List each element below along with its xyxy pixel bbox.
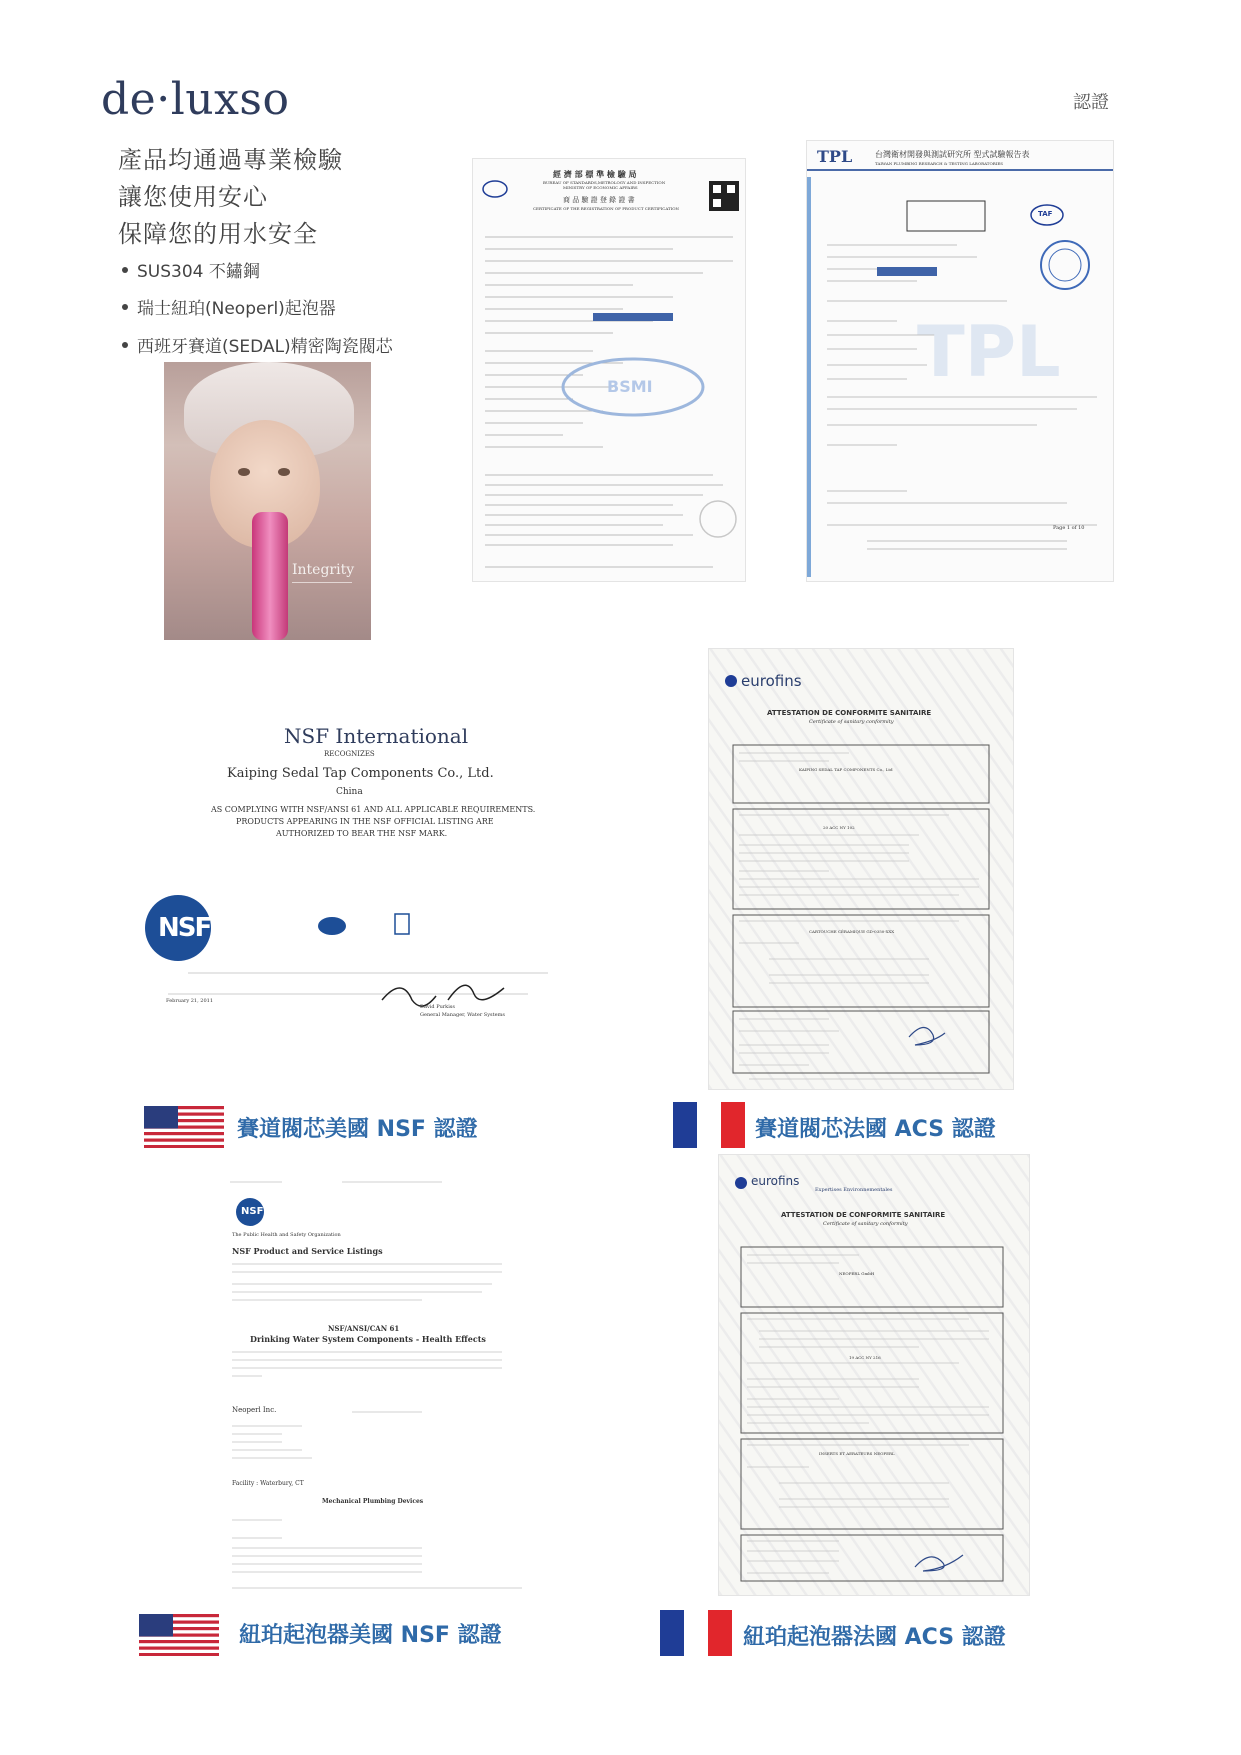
eye-icon [238, 468, 250, 476]
acs2-product: INSERTS ET AERATEURS NEOPERL [819, 1451, 895, 1456]
fr-flag-blue [660, 1610, 684, 1656]
feature-item [122, 332, 393, 357]
bsmi-subtitle: 商 品 驗 證 登 錄 證 書 [563, 196, 635, 204]
acs1-logo: eurofins [741, 672, 802, 690]
fr-flag-blue [673, 1102, 697, 1148]
bullet-icon [122, 267, 128, 273]
bsmi-title: 經 濟 部 標 準 檢 驗 局 [553, 169, 637, 179]
nsf-org: NSF International [284, 724, 469, 748]
feature-item [122, 257, 260, 282]
fr-flag-icon [673, 1102, 745, 1148]
caption-neoperl-nsf: 紐珀起泡器美國 NSF 認證 [239, 1623, 502, 1648]
caption-sedal-nsf: 賽道閥芯美國 NSF 認證 [237, 1117, 478, 1142]
nsf-statement-1: AS COMPLYING WITH NSF/ANSI 61 AND ALL APPLICABLE REQUIREMENTS. [211, 805, 536, 814]
acs1-subtitle: Certificate of sanitary conformity [809, 719, 894, 725]
caption-sedal-acs: 賽道閥芯法國 ACS 認證 [755, 1117, 996, 1142]
nsf-listing-logo: NSF [241, 1206, 264, 1217]
nsf-certificate [128, 700, 558, 1030]
acs2-tagline: Expertises Environnementales [815, 1187, 893, 1193]
acs-certificate-1 [708, 648, 1014, 1090]
acs1-product: CARTOUCHE CÉRAMIQUE GD-0350-XXX [809, 929, 895, 934]
us-flag-icon [139, 1614, 219, 1656]
bsmi-subtitle-en: CERTIFICATE OF THE REGISTRATION OF PRODUCT CERTIFICATION [533, 206, 680, 211]
fr-flag-red [721, 1102, 745, 1148]
fr-flag-white [697, 1102, 721, 1148]
nsf-listing-facility: Facility : Waterbury, CT [232, 1480, 304, 1487]
tpl-title: 台灣衛材開發與測試研究所 型式試驗報告表 [875, 150, 1030, 159]
product-photo [164, 362, 371, 640]
tpl-report [806, 140, 1114, 582]
nsf-logo: NSF [158, 913, 211, 943]
headline-3: 保障您的用水安全 [118, 220, 318, 248]
nsf-listing-company: Neoperl Inc. [232, 1406, 277, 1414]
eye-icon [278, 468, 290, 476]
acs1-company: KAIPING SEDAL TAP COMPONENTS Co., Ltd [799, 767, 893, 772]
fr-flag-red [708, 1610, 732, 1656]
feature-item [122, 294, 336, 319]
nsf-listing-graphics [222, 1176, 544, 1606]
headline-1: 產品均通過專業檢驗 [118, 146, 343, 174]
nsf-graphics [128, 700, 558, 1030]
tpl-taf-badge: TAF [1038, 210, 1053, 218]
nsf-statement-3: AUTHORIZED TO BEAR THE NSF MARK. [276, 829, 448, 838]
fr-flag-icon [660, 1610, 732, 1656]
bottle-shape [252, 512, 288, 640]
nsf-date: February 21, 2011 [166, 998, 214, 1004]
brand-logo: de·luxso [101, 74, 290, 125]
acs1-ref: 20 ACC NY 102 [823, 825, 855, 830]
nsf-listing-standard-title: Drinking Water System Components - Health Effects [250, 1334, 486, 1344]
photo-divider [292, 582, 352, 595]
nsf-signer: David Purkiss [420, 1004, 455, 1010]
acs2-ref: 19 ACC NY 216 [849, 1355, 881, 1360]
bsmi-title-en: BUREAU OF STANDARDS,METROLOGY AND INSPECTION [543, 180, 666, 185]
feature-text: SUS304 不鏽鋼 [137, 262, 260, 282]
bullet-icon [122, 342, 128, 348]
nsf-listing-standard: NSF/ANSI/CAN 61 [328, 1324, 400, 1333]
acs2-subtitle: Certificate of sanitary conformity [823, 1221, 908, 1227]
nsf-company: Kaiping Sedal Tap Components Co., Ltd. [227, 766, 494, 781]
nsf-listing-heading: NSF Product and Service Listings [232, 1246, 383, 1256]
bsmi-ministry: MINISTRY OF ECONOMIC AFFAIRS [563, 185, 638, 190]
nsf-listing-org: The Public Health and Safety Organization [232, 1232, 341, 1238]
acs2-logo: eurofins [751, 1174, 800, 1188]
headline-2: 讓您使用安心 [118, 183, 268, 211]
tpl-logo: TPL [817, 147, 853, 166]
nsf-signer-title: General Manager, Water Systems [420, 1012, 505, 1018]
bsmi-lines [473, 159, 745, 581]
us-flag-graphic [139, 1614, 219, 1656]
nsf-listing-category: Mechanical Plumbing Devices [322, 1498, 424, 1505]
page-title: 認證 [1073, 92, 1109, 113]
nsf-recognizes: RECOGNIZES [324, 750, 375, 758]
fr-flag-white [684, 1610, 708, 1656]
us-flag-icon [144, 1106, 224, 1148]
acs1-title: ATTESTATION DE CONFORMITE SANITAIRE [767, 709, 932, 717]
tpl-title-en: TAIWAN PLUMBING RESEARCH & TESTING LABORATORIES [875, 161, 1003, 166]
tpl-page: Page 1 of 10 [1053, 525, 1085, 531]
feature-text: 瑞士紐珀(Neoperl)起泡器 [137, 299, 336, 319]
nsf-statement-2: PRODUCTS APPEARING IN THE NSF OFFICIAL LISTING ARE [236, 817, 494, 826]
nsf-listing-document [222, 1176, 544, 1606]
bsmi-stamp: BSMI [607, 377, 653, 396]
bsmi-certificate [472, 158, 746, 582]
acs2-company: NEOPERL GmbH [839, 1271, 875, 1276]
caption-neoperl-acs: 紐珀起泡器法國 ACS 認證 [743, 1625, 1006, 1650]
acs2-title: ATTESTATION DE CONFORMITE SANITAIRE [781, 1211, 946, 1219]
bullet-icon [122, 304, 128, 310]
tpl-watermark: TPL [917, 311, 1061, 393]
us-flag-graphic [144, 1106, 224, 1148]
photo-brand-text: Integrity [292, 562, 355, 578]
acs-certificate-2 [718, 1154, 1030, 1596]
feature-text: 西班牙賽道(SEDAL)精密陶瓷閥芯 [137, 337, 393, 357]
nsf-country: China [336, 787, 363, 797]
